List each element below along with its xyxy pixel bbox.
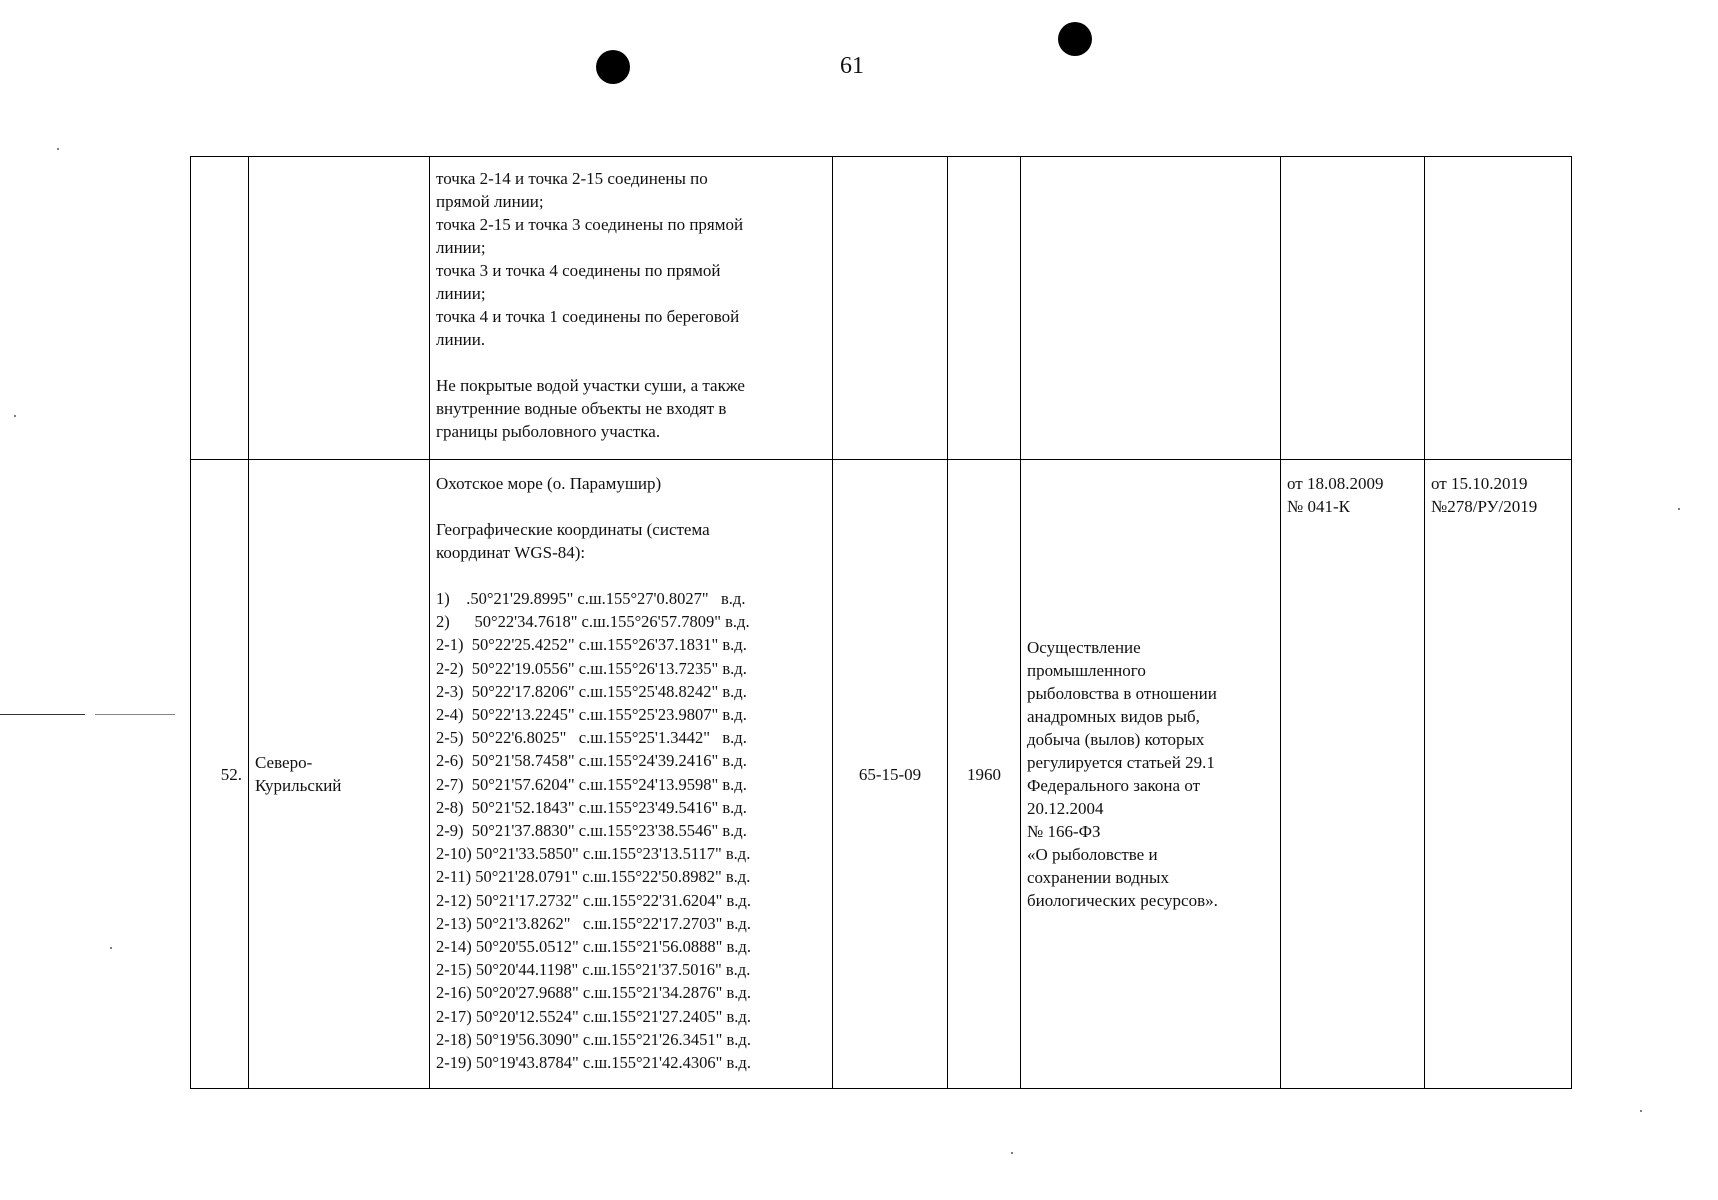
coordinate-line: 2-11) 50°21'28.0791" с.ш.155°22'50.8982" в.д.: [436, 867, 751, 887]
spacer: [436, 351, 826, 374]
scan-speck: [110, 947, 112, 949]
coords-title: координат WGS-84):: [436, 543, 586, 562]
coords-title: Географические координаты (система: [436, 520, 710, 539]
cell-doc-2: [1425, 157, 1572, 460]
coordinate-line: 2-12) 50°21'17.2732" с.ш.155°22'31.6204" в.д.: [436, 890, 751, 910]
spacer: [436, 564, 826, 587]
scan-artifact-line: [0, 714, 85, 715]
cell-doc-1: [1281, 460, 1425, 1089]
purpose-line: регулируется статьей 29.1: [1027, 753, 1215, 772]
punch-hole-right: [1058, 22, 1092, 56]
coordinate-line: 2-19) 50°19'43.8784" с.ш.155°21'42.4306" в.д.: [436, 1053, 751, 1073]
spacer: [436, 495, 826, 518]
boundary-line: линии;: [436, 284, 486, 303]
coordinate-line: 2-14) 50°20'55.0512" с.ш.155°21'56.0888" в.д.: [436, 937, 751, 957]
boundary-line: линии;: [436, 238, 486, 257]
cell-number: 52.: [191, 460, 249, 1089]
boundary-line: прямой линии;: [436, 192, 544, 211]
boundary-line: точка 3 и точка 4 соединены по прямой: [436, 261, 721, 280]
boundary-line: линии.: [436, 330, 486, 349]
cell-number: [191, 157, 249, 460]
page-number: 61: [840, 53, 864, 79]
coordinate-line: 2-18) 50°19'56.3090" с.ш.155°21'26.3451" в.д.: [436, 1029, 751, 1049]
boundary-line: точка 2-15 и точка 3 соединены по прямой: [436, 215, 744, 234]
scan-speck: [57, 148, 59, 150]
coordinate-line: 2-9) 50°21'37.8830" с.ш.155°23'38.5546" в.д.: [436, 821, 747, 841]
doc-2-line: от 15.10.2019: [1431, 474, 1528, 493]
note-line: границы рыболовного участка.: [436, 422, 661, 441]
cell-district: [249, 157, 430, 460]
district-line: Курильский: [255, 776, 342, 795]
coordinate-line: 2-17) 50°20'12.5524" с.ш.155°21'27.2405" в.д.: [436, 1006, 751, 1026]
doc-1-line: № 041-К: [1287, 497, 1350, 516]
boundary-line: точка 4 и точка 1 соединены по береговой: [436, 307, 740, 326]
purpose-line: «О рыболовстве и: [1027, 845, 1158, 864]
coordinate-line: 2-2) 50°22'19.0556" с.ш.155°26'13.7235" в.д.: [436, 658, 747, 678]
cell-doc-2: [1425, 460, 1572, 1089]
cell-code: [833, 157, 948, 460]
coordinate-line: 2-5) 50°22'6.8025" с.ш.155°25'1.3442" в.д.: [436, 728, 747, 748]
cell-doc-1: [1281, 157, 1425, 460]
scan-speck: [1640, 1110, 1642, 1112]
purpose-line: Осуществление: [1027, 638, 1141, 657]
sea-name: Охотское море (о. Парамушир): [436, 474, 662, 493]
coordinate-line: 2-3) 50°22'17.8206" с.ш.155°25'48.8242" в.д.: [436, 681, 747, 701]
coordinate-line: 2-16) 50°20'27.9688" с.ш.155°21'34.2876" в.д.: [436, 983, 751, 1003]
doc-2-line: №278/РУ/2019: [1431, 497, 1538, 516]
purpose-line: Федерального закона от: [1027, 776, 1201, 795]
purpose-line: анадромных видов рыб,: [1027, 707, 1200, 726]
fishing-areas-table: [190, 156, 1572, 1089]
punch-hole-left: [596, 50, 630, 84]
coordinate-line: 2-15) 50°20'44.1198" с.ш.155°21'37.5016" в.д.: [436, 960, 751, 980]
purpose-line: рыболовства в отношении: [1027, 684, 1217, 703]
coordinate-line: 2-7) 50°21'57.6204" с.ш.155°24'13.9598" в.д.: [436, 774, 747, 794]
purpose-line: биологических ресурсов».: [1027, 891, 1218, 910]
purpose-line: 20.12.2004: [1027, 799, 1104, 818]
coordinate-line: 2) 50°22'34.7618" с.ш.155°26'57.7809" в.д.: [436, 612, 750, 632]
cell-area: 1960: [948, 460, 1021, 1089]
coordinate-line: 2-1) 50°22'25.4252" с.ш.155°26'37.1831" в.д.: [436, 635, 747, 655]
boundary-line: точка 2-14 и точка 2-15 соединены по: [436, 169, 708, 188]
coordinate-line: 2-10) 50°21'33.5850" с.ш.155°23'13.5117" в.д.: [436, 844, 751, 864]
scan-artifact-line: [95, 714, 175, 715]
cell-purpose: [1021, 460, 1281, 1089]
cell-boundary-description: [430, 157, 833, 460]
doc-1-line: от 18.08.2009: [1287, 474, 1384, 493]
note-line: Не покрытые водой участки суши, а также: [436, 376, 745, 395]
table-row-continuation: [191, 157, 1572, 460]
coordinate-line: 1) .50°21'29.8995" с.ш.155°27'0.8027" в.д.: [436, 589, 746, 608]
purpose-line: добыча (вылов) которых: [1027, 730, 1205, 749]
cell-boundary-description: [430, 460, 833, 1089]
scan-speck: [14, 415, 16, 417]
table-row-52: [191, 460, 1572, 1089]
coordinate-line: 2-8) 50°21'52.1843" с.ш.155°23'49.5416" в.д.: [436, 797, 747, 817]
coordinate-line: 2-4) 50°22'13.2245" с.ш.155°25'23.9807" в.д.: [436, 705, 747, 725]
district-line: Северо-: [255, 753, 313, 772]
scan-speck: [1678, 508, 1680, 510]
scan-speck: [1011, 1152, 1013, 1154]
purpose-line: промышленного: [1027, 661, 1146, 680]
cell-code: 65-15-09: [833, 460, 948, 1089]
note-line: внутренние водные объекты не входят в: [436, 399, 727, 418]
cell-purpose: [1021, 157, 1281, 460]
coordinate-line: 2-6) 50°21'58.7458" с.ш.155°24'39.2416" в.д.: [436, 751, 747, 771]
purpose-line: № 166-ФЗ: [1027, 822, 1101, 841]
cell-area: [948, 157, 1021, 460]
purpose-line: сохранении водных: [1027, 868, 1169, 887]
coordinate-line: 2-13) 50°21'3.8262" с.ш.155°22'17.2703" в.д.: [436, 913, 751, 933]
cell-district: [249, 460, 430, 1089]
